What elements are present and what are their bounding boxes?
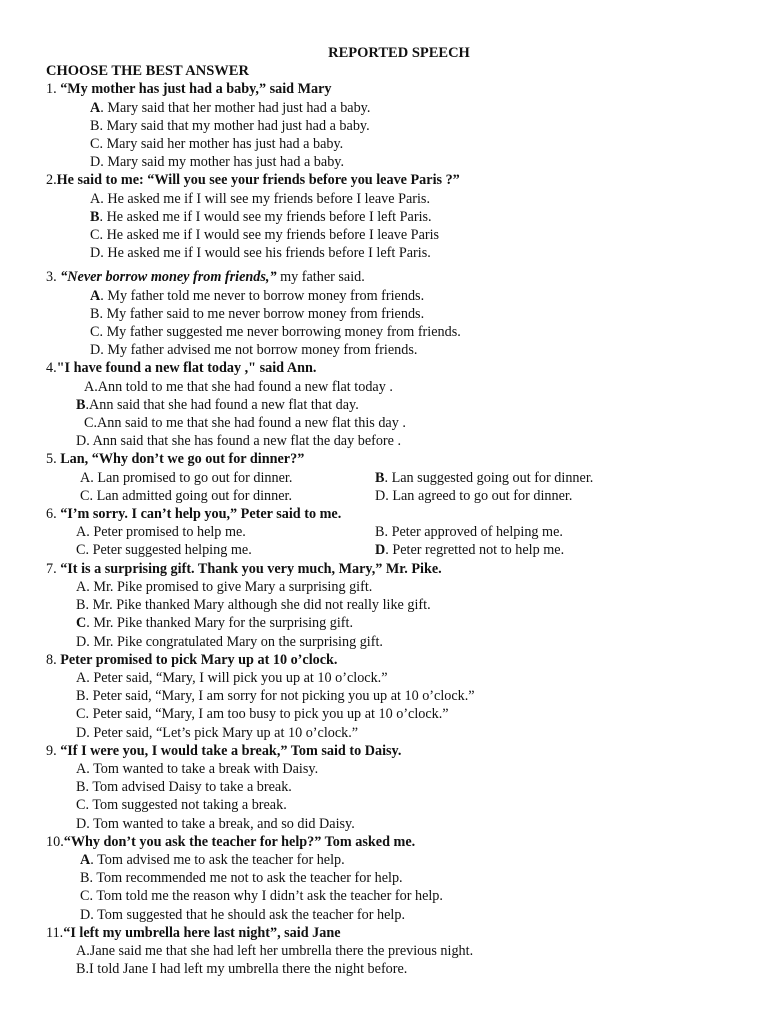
question-3	[0, 268, 768, 359]
option-a[interactable]: A. My father told me never to borrow money from friends.	[90, 287, 425, 304]
option-a[interactable]: A. Tom advised me to ask the teacher for help.	[80, 851, 345, 868]
option-d[interactable]: D. Mary said my mother has just had a baby.	[90, 154, 345, 171]
worksheet	[0, 44, 768, 978]
option-row	[0, 523, 768, 541]
option-d[interactable]: D. Ann said that she has found a new flat the day before .	[76, 433, 402, 450]
option-a[interactable]: A. Lan promised to go out for dinner.	[80, 469, 293, 486]
option-c[interactable]: C. Mr. Pike thanked Mary for the surprising gift.	[76, 615, 354, 632]
question-stem: 1. “My mother has just had a baby,” said Mary	[46, 81, 332, 98]
option-c[interactable]: C.Ann said to me that she had found a new flat this day .	[84, 415, 406, 432]
option-d[interactable]: D. Peter regretted not to help me.	[375, 542, 565, 559]
option-c[interactable]: C. Mary said her mother has just had a baby.	[90, 136, 344, 153]
option-b[interactable]: B. Peter said, “Mary, I am sorry for not picking you up at 10 o’clock.”	[76, 688, 475, 705]
option-c[interactable]: C. Lan admitted going out for dinner.	[80, 487, 292, 504]
option-b[interactable]: B.Ann said that she had found a new flat that day.	[76, 396, 359, 413]
option-d[interactable]: D. Tom wanted to take a break, and so did Daisy.	[76, 815, 355, 832]
question-stem: 2.He said to me: “Will you see your friends before you leave Paris ?”	[46, 172, 460, 189]
question-9	[0, 742, 768, 833]
question-6	[0, 505, 768, 560]
option-c[interactable]: C. Peter said, “Mary, I am too busy to pick you up at 10 o’clock.”	[76, 706, 449, 723]
option-a[interactable]: A. Peter promised to help me.	[76, 524, 246, 541]
question-stem: 11.“I left my umbrella here last night”, said Jane	[46, 924, 341, 941]
option-d[interactable]: D. Lan agreed to go out for dinner.	[375, 487, 573, 504]
option-a[interactable]: A. He asked me if I will see my friends before I leave Paris.	[90, 190, 430, 207]
option-b[interactable]: B. Tom recommended me not to ask the teacher for help.	[80, 870, 403, 887]
question-stem: 7. “It is a surprising gift. Thank you very much, Mary,” Mr. Pike.	[46, 560, 442, 577]
question-8	[0, 651, 768, 742]
question-10	[0, 833, 768, 924]
option-row	[0, 487, 768, 505]
instruction: CHOOSE THE BEST ANSWER	[46, 63, 249, 80]
option-a[interactable]: A. Peter said, “Mary, I will pick you up at 10 o’clock.”	[76, 669, 388, 686]
question-stem: 3. “Never borrow money from friends,” my father said.	[46, 269, 365, 286]
option-b[interactable]: B. Lan suggested going out for dinner.	[375, 469, 594, 486]
option-a[interactable]: A. Tom wanted to take a break with Daisy.	[76, 760, 319, 777]
option-c[interactable]: C. Tom suggested not taking a break.	[76, 797, 287, 814]
option-a[interactable]: A. Mary said that her mother had just had a baby.	[90, 99, 371, 116]
option-c[interactable]: C. Peter suggested helping me.	[76, 542, 252, 559]
question-stem: 9. “If I were you, I would take a break,” Tom said to Daisy.	[46, 742, 402, 759]
question-1	[0, 80, 768, 171]
option-a[interactable]: A.Ann told to me that she had found a new flat today .	[84, 378, 393, 395]
page-title: REPORTED SPEECH	[328, 45, 470, 61]
option-b[interactable]: B. My father said to me never borrow money from friends.	[90, 305, 425, 322]
option-b[interactable]: B. Mr. Pike thanked Mary although she did not really like gift.	[76, 597, 431, 614]
option-c[interactable]: C. My father suggested me never borrowing money from friends.	[90, 324, 461, 341]
question-stem: 10.“Why don’t you ask the teacher for help?” Tom asked me.	[46, 833, 416, 850]
option-row	[0, 469, 768, 487]
option-a[interactable]: A.Jane said me that she had left her umbrella there the previous night.	[76, 942, 474, 959]
option-d[interactable]: D. My father advised me not borrow money from friends.	[90, 342, 418, 359]
option-row	[0, 541, 768, 559]
option-d[interactable]: D. Peter said, “Let’s pick Mary up at 10 o’clock.”	[76, 724, 359, 741]
question-stem: 8. Peter promised to pick Mary up at 10 o’clock.	[46, 651, 338, 668]
question-7	[0, 560, 768, 651]
option-a[interactable]: A. Mr. Pike promised to give Mary a surprising gift.	[76, 578, 373, 595]
question-stem: 4."I have found a new flat today ," said Ann.	[46, 360, 317, 377]
question-5	[0, 450, 768, 505]
option-b[interactable]: B. Peter approved of helping me.	[375, 524, 563, 541]
option-d[interactable]: D. Mr. Pike congratulated Mary on the surprising gift.	[76, 633, 383, 650]
option-d[interactable]: D. Tom suggested that he should ask the teacher for help.	[80, 906, 405, 923]
question-stem: 5. Lan, “Why don’t we go out for dinner?”	[46, 451, 305, 468]
option-b[interactable]: B. Tom advised Daisy to take a break.	[76, 779, 292, 796]
option-c[interactable]: C. He asked me if I would see my friends before I leave Paris	[90, 227, 440, 244]
option-b[interactable]: B. He asked me if I would see my friends before I left Paris.	[90, 208, 432, 225]
option-b[interactable]: B.I told Jane I had left my umbrella there the night before.	[76, 961, 408, 978]
question-2	[0, 171, 768, 262]
question-stem: 6. “I’m sorry. I can’t help you,” Peter said to me.	[46, 506, 342, 523]
option-b[interactable]: B. Mary said that my mother had just had a baby.	[90, 117, 370, 134]
option-c[interactable]: C. Tom told me the reason why I didn’t ask the teacher for help.	[80, 888, 443, 905]
question-11	[0, 924, 768, 979]
question-4	[0, 359, 768, 450]
option-d[interactable]: D. He asked me if I would see his friends before I left Paris.	[90, 245, 431, 262]
